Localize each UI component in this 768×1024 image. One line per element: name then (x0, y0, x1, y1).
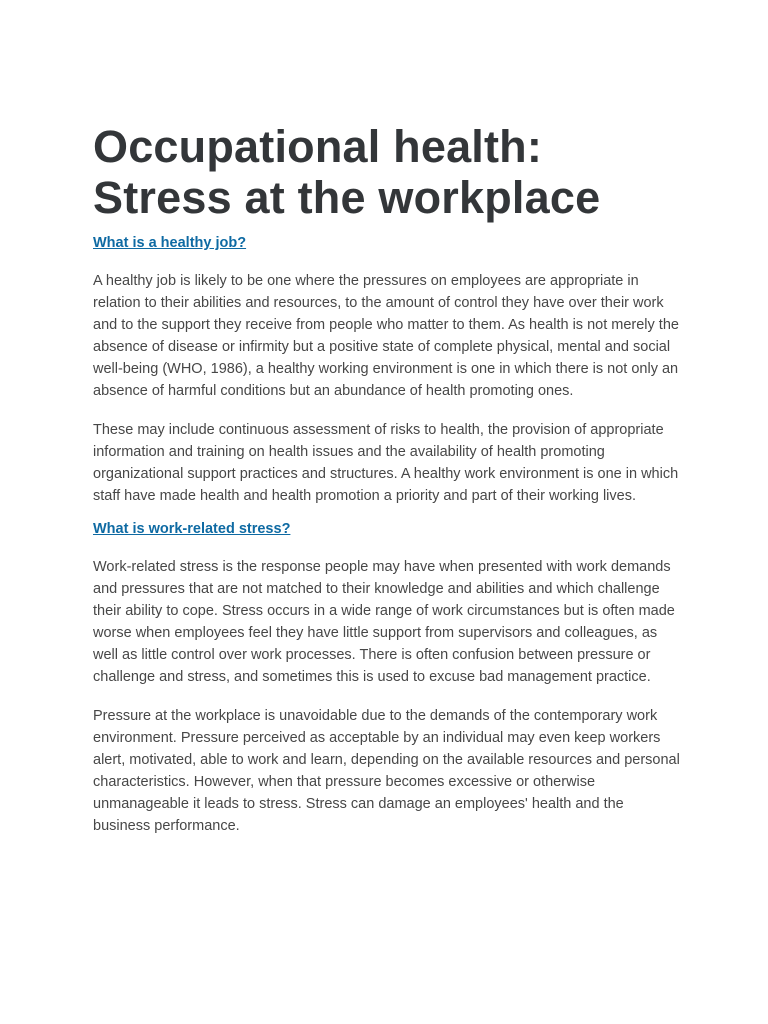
paragraph-healthy-job-2: These may include continuous assessment of risks to health, the provision of appropriate information and training on health issues and the availability of health promoting organizational support practices and structures. A healthy work environment is one in which staff have made health and health promotion a priority and part of their working lives. (93, 422, 679, 504)
section-heading-link-healthy-job[interactable]: What is a healthy job? (93, 235, 247, 251)
section-heading-link-work-related-stress[interactable]: What is work-related stress? (93, 521, 291, 537)
paragraph-healthy-job-1: A healthy job is likely to be one where the pressures on employees are appropriate in relation to their abilities and resources, to the amount of control they have over their work and to the support they receive from people who matter to them. As health is not merely the absence of disease or infirmity but a positive state of complete physical, mental and social well-being (WHO, 1986), a healthy working environment is one in which there is not only an absence of harmful conditions but an abundance of health promoting ones. (93, 273, 679, 399)
document-page (93, 121, 683, 837)
paragraph-work-stress-2: Pressure at the workplace is unavoidable due to the demands of the contemporary work environment. Pressure perceived as acceptable by an individual may even keep workers alert, motivated, able to work and learn, depending on the available resources and personal characteristics. However, when that pressure becomes excessive or otherwise unmanageable it leads to stress. Stress can damage an employees' health and the business performance. (93, 708, 680, 834)
paragraph-work-stress-1: Work-related stress is the response people may have when presented with work demands and pressures that are not matched to their knowledge and abilities and which challenge their ability to cope. Stress occurs in a wide range of work circumstances but is often made worse when employees feel they have little support from supervisors and colleagues, as well as little control over work processes. There is often confusion between pressure or challenge and stress, and sometimes this is used to excuse bad management practice. (93, 559, 675, 685)
page-title: Occupational health: Stress at the workplace (93, 121, 601, 223)
